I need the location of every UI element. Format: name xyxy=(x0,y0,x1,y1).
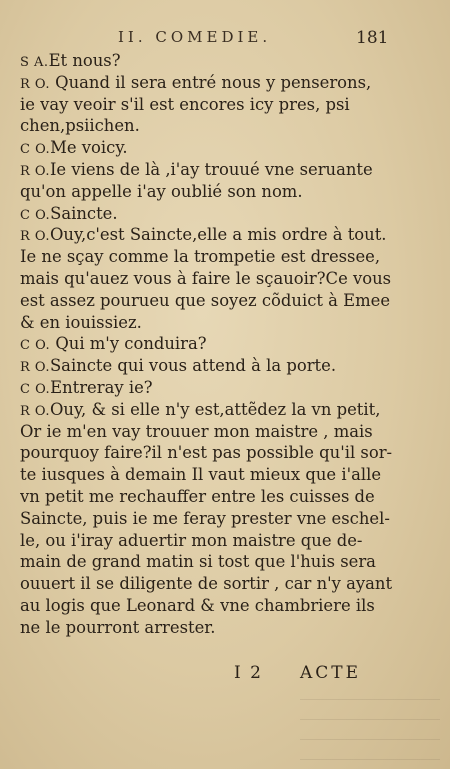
line-text: main de grand matin si tost que l'huis sera xyxy=(20,552,376,572)
line-text: Entreray ie? xyxy=(50,377,153,397)
line-text: vn petit me rechauffer entre les cuisses de xyxy=(20,486,375,506)
line-text: Saincte, puis ie me feray prester vne eschel- xyxy=(20,508,390,528)
text-line xyxy=(20,595,392,617)
page-header xyxy=(0,28,450,52)
text-line xyxy=(20,573,392,595)
dialogue-text xyxy=(20,50,392,639)
line-text: ne le pourront arrester. xyxy=(20,617,216,637)
text-line xyxy=(20,442,392,464)
speaker-label: C O. xyxy=(20,381,51,397)
text-line xyxy=(20,617,392,639)
text-line xyxy=(20,508,392,530)
text-line xyxy=(20,268,392,290)
line-text: Ie ne sçay comme la trompetie est dressee, xyxy=(20,247,381,267)
line-text: & en iouissiez. xyxy=(20,312,142,332)
line-text: Ie viens de là ,i'ay trouué vne seruante xyxy=(49,159,373,179)
text-line xyxy=(20,421,392,443)
speaker-label: C O. xyxy=(20,142,51,158)
text-line xyxy=(20,159,392,181)
line-text: Me voicy. xyxy=(50,138,128,158)
speaker-label: R O. xyxy=(20,403,50,419)
speaker-label: C O. xyxy=(20,207,51,223)
line-text: Et nous? xyxy=(48,51,121,70)
line-text: Ouy, & si elle n'y est,attẽdez la vn petit, xyxy=(49,399,381,419)
line-text: pourquoy faire?il n'est pas possible qu'il sor- xyxy=(20,443,392,463)
text-line xyxy=(20,224,392,246)
page-number: 181 xyxy=(356,28,389,48)
text-line xyxy=(20,551,392,573)
line-text: Qui m'y conduira? xyxy=(50,334,207,354)
text-line xyxy=(20,203,392,225)
text-line xyxy=(20,312,392,334)
line-text: Or ie m'en vay trouuer mon maistre , mais xyxy=(20,421,373,441)
text-line xyxy=(20,181,392,203)
line-text: mais qu'auez vous à faire le sçauoir?Ce vous xyxy=(20,268,392,288)
running-title: II. COMEDIE. xyxy=(118,28,272,46)
text-line xyxy=(20,530,392,552)
text-line xyxy=(20,50,392,72)
text-line xyxy=(20,137,392,159)
line-text: chen,psiichen. xyxy=(20,116,140,136)
line-text: ouuert il se diligente de sortir , car n'y ayant xyxy=(20,574,392,594)
speaker-label: C O. xyxy=(20,338,51,354)
line-text: est assez pourueu que soyez cõduict à Emee xyxy=(20,290,391,310)
text-line xyxy=(20,246,392,268)
speaker-label: R O. xyxy=(20,229,50,245)
text-line xyxy=(20,355,392,377)
line-text: le, ou i'iray aduertir mon maistre que de- xyxy=(20,530,363,550)
line-text: te iusques à demain Il vaut mieux que i'alle xyxy=(20,465,382,485)
page-footer xyxy=(0,663,450,691)
signature-mark: I 2 xyxy=(234,663,263,683)
line-text: au logis que Leonard & vne chambriere ils xyxy=(20,595,375,615)
text-line xyxy=(20,290,392,312)
text-line xyxy=(20,377,392,399)
line-text: Saincte. xyxy=(50,203,118,223)
text-line xyxy=(20,94,392,116)
speaker-label: R O. xyxy=(20,76,50,92)
line-text: Saincte qui vous attend à la porte. xyxy=(49,356,337,376)
line-text: Quand il sera entré nous y penserons, xyxy=(49,72,372,92)
line-text: qu'on appelle i'ay oublié son nom. xyxy=(20,181,303,201)
text-line xyxy=(20,464,392,486)
line-text: ie vay veoir s'il est encores icy pres, psi xyxy=(20,94,350,114)
text-line xyxy=(20,486,392,508)
catchword: ACTE xyxy=(300,663,362,683)
text-line xyxy=(20,333,392,355)
speaker-label: S A. xyxy=(20,55,49,70)
text-line xyxy=(20,72,392,94)
show-through xyxy=(300,690,440,760)
line-text: Ouy,c'est Saincte,elle a mis ordre à tout. xyxy=(49,225,387,245)
text-line xyxy=(20,399,392,421)
speaker-label: R O. xyxy=(20,360,50,376)
speaker-label: R O. xyxy=(20,163,50,179)
text-line xyxy=(20,115,392,137)
